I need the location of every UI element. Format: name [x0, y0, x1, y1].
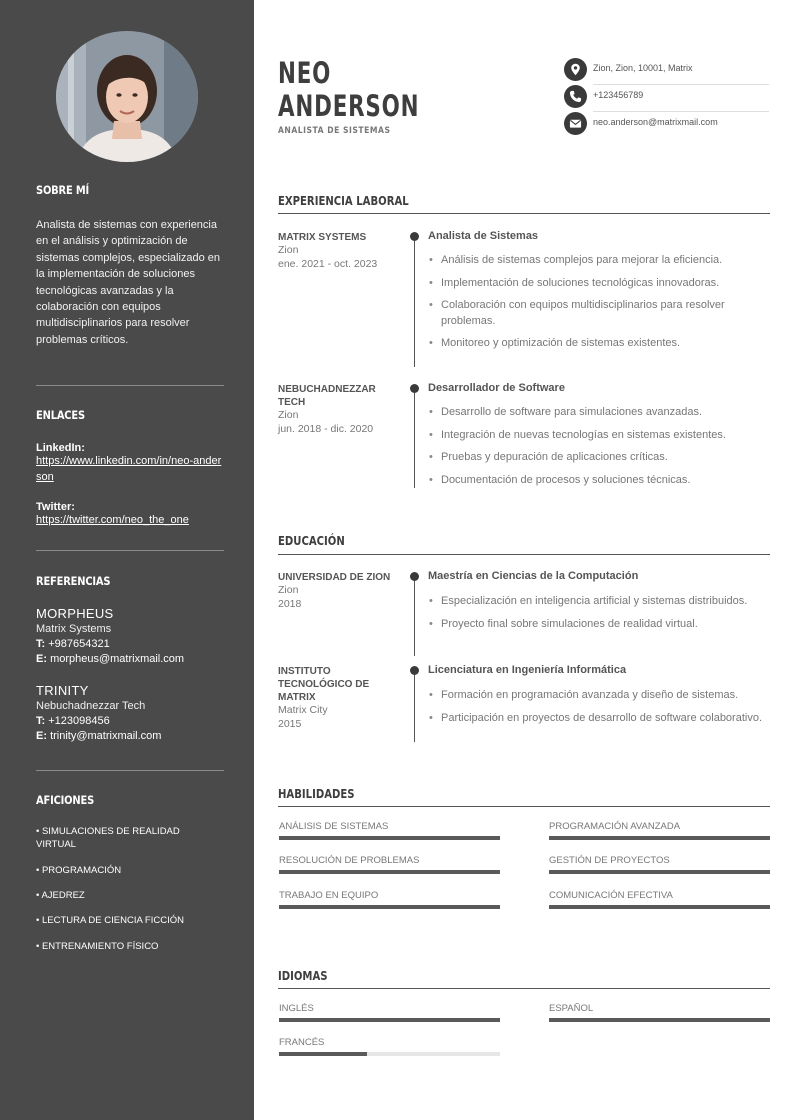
sidebar-divider: [36, 770, 224, 771]
job-role: Analista de Sistemas: [428, 230, 539, 242]
contact-phone: [564, 85, 769, 109]
skill-name: GESTIÓN DE PROYECTOS: [549, 855, 670, 866]
address-text: Zion, Zion, 10001, Matrix: [593, 63, 693, 73]
phone-icon: [564, 85, 587, 108]
education-entry-left: [278, 571, 396, 611]
links-heading: [36, 408, 224, 422]
list-item: • Formación en programación avanzada y diseño de sistemas.: [428, 688, 770, 704]
skill-bar-fill: [279, 870, 500, 874]
skill-bar-fill: [549, 905, 770, 909]
hobby-item: • ENTRENAMIENTO FÍSICO: [36, 941, 159, 952]
hobbies-heading-text: AFICIONES: [36, 793, 95, 807]
company-location: Zion: [278, 409, 299, 421]
skill-name: TRABAJO EN EQUIPO: [279, 890, 379, 901]
reference-company: Matrix Systems: [36, 623, 112, 635]
reference-phone: [36, 715, 224, 727]
section-divider: [278, 806, 770, 807]
language-name: ESPAÑOL: [549, 1003, 594, 1014]
graduation-year: 2018: [278, 597, 302, 610]
graduation-year: 2015: [278, 717, 302, 730]
hobby-item: • SIMULACIONES DE REALIDAD VIRTUAL: [36, 826, 180, 850]
reference-company: Nebuchadnezzar Tech: [36, 700, 146, 712]
timeline-dot: [410, 232, 419, 241]
skill-item: [279, 855, 500, 866]
section-divider: [278, 988, 770, 989]
avatar: [56, 31, 198, 162]
list-item: • Integración de nuevas tecnologías en sistemas existentes.: [428, 428, 770, 444]
phone-text: +123456789: [593, 90, 644, 100]
list-item: • Proyecto final sobre simulaciones de realidad virtual.: [428, 617, 770, 633]
language-name: INGLÉS: [279, 1003, 314, 1014]
language-bar-fill: [549, 1018, 770, 1022]
list-item: • Documentación de procesos y soluciones técnicas.: [428, 473, 770, 489]
phone-value: +123098456: [48, 715, 110, 727]
references-heading-text: REFERENCIAS: [36, 574, 111, 588]
language-item: [549, 1003, 770, 1014]
languages-heading: IDIOMAS: [278, 969, 328, 983]
list-item: • Desarrollo de software para simulaciones avanzadas.: [428, 405, 770, 421]
first-name: NEO: [278, 56, 332, 90]
skill-bar-track: [549, 870, 770, 874]
phone-label: T:: [36, 638, 46, 650]
skill-bar-track: [549, 836, 770, 840]
profile-photo: [56, 31, 198, 162]
links-heading-text: ENLACES: [36, 408, 85, 422]
skill-bar-fill: [549, 836, 770, 840]
company-name: MATRIX SYSTEMS: [278, 232, 367, 243]
email-value: morpheus@matrixmail.com: [50, 653, 185, 665]
skill-bar-track: [549, 905, 770, 909]
list-item: • Análisis de sistemas complejos para mejorar la eficiencia.: [428, 253, 770, 269]
link-twitter: [36, 501, 224, 529]
degree-title: Licenciatura en Ingeniería Informática: [428, 664, 627, 676]
skill-name: COMUNICACIÓN EFECTIVA: [549, 890, 673, 901]
sidebar-divider: [36, 550, 224, 551]
school-location: Zion: [278, 584, 299, 596]
job-role: Desarrollador de Software: [428, 382, 565, 394]
reference-email: [36, 653, 224, 665]
timeline-dot: [410, 666, 419, 675]
skill-bar-fill: [279, 905, 500, 909]
degree-bullets: [428, 594, 770, 639]
link-linkedin: [36, 442, 224, 485]
references-heading: [36, 574, 224, 588]
timeline-dot: [410, 572, 419, 581]
language-bar-fill: [279, 1052, 367, 1056]
skill-name: ANÁLISIS DE SISTEMAS: [279, 821, 389, 832]
timeline-line: [414, 576, 415, 656]
skill-name: PROGRAMACIÓN AVANZADA: [549, 821, 681, 832]
mail-icon: [564, 112, 587, 135]
language-bar-track: [549, 1018, 770, 1022]
phone-label: T:: [36, 715, 46, 727]
skill-item: [549, 855, 770, 866]
email-value: trinity@matrixmail.com: [50, 730, 162, 742]
job-dates: jun. 2018 - dic. 2020: [278, 422, 374, 435]
school-name: INSTITUTO TECNOLÓGICO DE MATRIX: [278, 666, 370, 703]
company-name: NEBUCHADNEZZAR TECH: [278, 384, 376, 408]
skill-bar-track: [279, 905, 500, 909]
job-bullets: [428, 253, 770, 359]
company-location: Zion: [278, 244, 299, 256]
timeline-line: [414, 388, 415, 488]
phone-value: +987654321: [48, 638, 110, 650]
section-divider: [278, 213, 770, 214]
reference-morpheus: [36, 606, 224, 665]
skill-item: [549, 821, 770, 832]
skill-bar-fill: [549, 870, 770, 874]
timeline-line: [414, 236, 415, 367]
contact-address: [564, 58, 769, 82]
timeline-dot: [410, 384, 419, 393]
job-title: ANALISTA DE SISTEMAS: [278, 126, 391, 136]
reference-name: TRINITY: [36, 683, 89, 698]
hobby-item: • AJEDREZ: [36, 890, 85, 901]
last-name: ANDERSON: [278, 89, 420, 123]
reference-phone: [36, 638, 224, 650]
experience-entry-left: [278, 383, 396, 436]
list-item: • Implementación de soluciones tecnológicas innovadoras.: [428, 276, 770, 292]
hobbies-heading: [36, 793, 224, 807]
language-bar-track: [279, 1052, 500, 1056]
language-item: [279, 1003, 500, 1014]
school-location: Matrix City: [278, 704, 328, 716]
list-item: • Especialización en inteligencia artificial y sistemas distribuidos.: [428, 594, 770, 610]
reference-name: MORPHEUS: [36, 606, 114, 621]
language-bar-fill: [279, 1018, 500, 1022]
school-name: UNIVERSIDAD DE ZION: [278, 572, 391, 583]
reference-trinity: [36, 683, 224, 742]
about-text: Analista de sistemas con experiencia en el análisis y optimización de sistemas complejos, especializado en la implementación de soluciones tecnológicas avanzadas y la colaboración con equipos multidisciplinarios para resolver problemas críticos.: [36, 219, 221, 346]
section-divider: [278, 554, 770, 555]
about-heading: [36, 183, 224, 197]
skill-item: [279, 821, 500, 832]
twitter-label: Twitter:: [36, 501, 75, 513]
experience-entry-left: [278, 231, 396, 271]
list-item: • Monitoreo y optimización de sistemas existentes.: [428, 336, 770, 352]
skill-bar-fill: [279, 836, 500, 840]
skill-item: [549, 890, 770, 901]
language-item: [279, 1037, 500, 1048]
language-bar-track: [279, 1018, 500, 1022]
list-item: • Participación en proyectos de desarrollo de software colaborativo.: [428, 711, 770, 727]
skill-bar-track: [279, 870, 500, 874]
email-label: E:: [36, 730, 47, 742]
about-heading-text: SOBRE MÍ: [36, 183, 90, 197]
education-heading: EDUCACIÓN: [278, 534, 345, 548]
email-text: neo.anderson@matrixmail.com: [593, 117, 718, 127]
linkedin-link[interactable]: https://www.linkedin.com/in/neo-anderson: [36, 455, 222, 483]
hobby-item: • PROGRAMACIÓN: [36, 865, 122, 876]
sidebar: [0, 0, 254, 1120]
job-bullets: [428, 405, 770, 495]
list-item: • Pruebas y depuración de aplicaciones críticas.: [428, 450, 770, 466]
skill-item: [279, 890, 500, 901]
linkedin-label: LinkedIn:: [36, 442, 85, 454]
list-item: • Colaboración con equipos multidisciplinarios para resolver problemas.: [428, 298, 770, 329]
degree-title: Maestría en Ciencias de la Computación: [428, 570, 639, 582]
degree-bullets: [428, 688, 770, 733]
location-icon: [564, 58, 587, 81]
hobby-item: • LECTURA DE CIENCIA FICCIÓN: [36, 915, 184, 926]
education-entry-left: [278, 665, 396, 731]
experience-heading: EXPERIENCIA LABORAL: [278, 194, 409, 208]
email-label: E:: [36, 653, 47, 665]
skill-name: RESOLUCIÓN DE PROBLEMAS: [279, 855, 420, 866]
reference-email: [36, 730, 224, 742]
skills-heading: HABILIDADES: [278, 787, 355, 801]
job-dates: ene. 2021 - oct. 2023: [278, 257, 378, 270]
sidebar-divider: [36, 385, 224, 386]
twitter-link[interactable]: https://twitter.com/neo_the_one: [36, 514, 189, 526]
contact-email: [564, 112, 769, 136]
timeline-line: [414, 670, 415, 742]
language-name: FRANCÉS: [279, 1037, 325, 1048]
skill-bar-track: [279, 836, 500, 840]
